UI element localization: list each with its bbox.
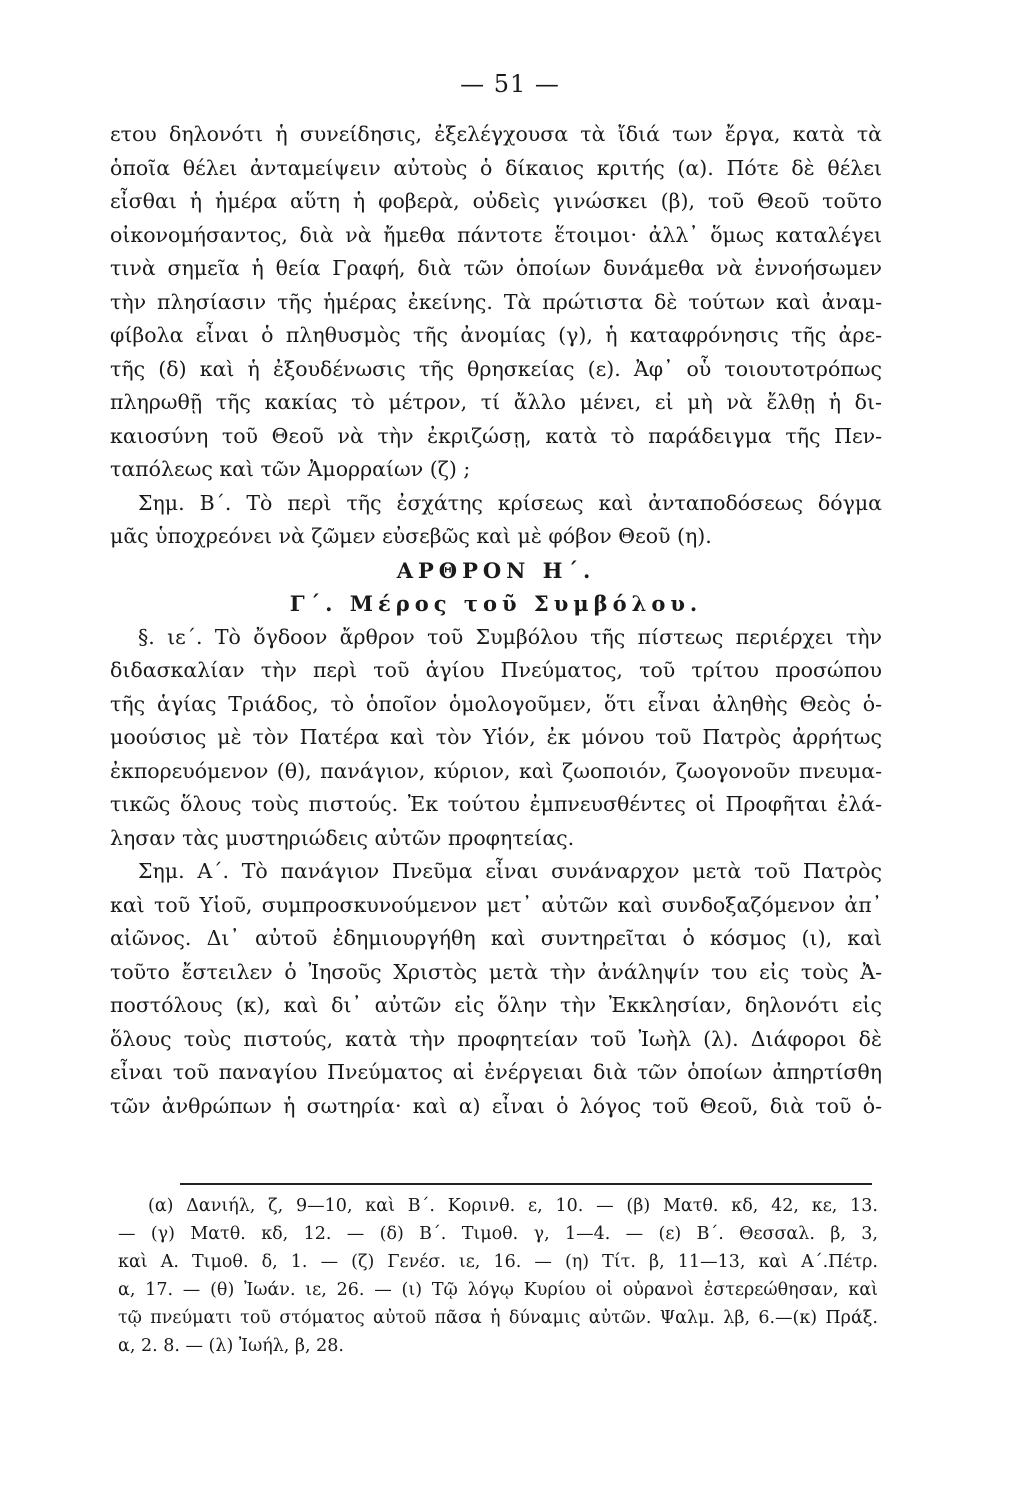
text-line: ταπόλεως καὶ τῶν Ἀμορραίων (ζ) ; [110, 457, 471, 481]
note-line: μᾶς ὑποχρεόνει νὰ ζῶμεν εὐσεβῶς καὶ μὲ φόβον Θεοῦ (η). [110, 524, 712, 548]
text-line: οἰκονομήσαντος, διὰ νὰ ἤμεθα πάντοτε ἕτοιμοι· ἀλλ᾽ ὅμως καταλέγει [110, 222, 882, 247]
text-line: τῆς ἁγίας Τριάδος, τὸ ὁποῖον ὁμολογοῦμεν, ὅτι εἶναι ἀληθὴς Θεὸς ὁ- [110, 691, 882, 716]
body-text [110, 118, 882, 1123]
footnote-line: α, 17. — (θ) Ἰωάν. ιε, 26. — (ι) Τῷ λόγῳ Κυρίου οἱ οὐρανοὶ ἐστερεώθησαν, καὶ [118, 1280, 878, 1300]
text-line: εἶναι τοῦ παναγίου Πνεύματος αἱ ἐνέργειαι διὰ τῶν ὁποίων ἀπηρτίσθη [110, 1060, 882, 1084]
footnote-divider [180, 1183, 872, 1185]
paragraph-line: §. ιε΄. Τὸ ὄγδοον ἄρθρον τοῦ Συμβόλου τῆς πίστεως περιέρχει τὴν [138, 624, 882, 649]
text-line: διδασκαλίαν τὴν περὶ τοῦ ἁγίου Πνεύματος, τοῦ τρίτου προσώπου [110, 658, 882, 682]
footnote-line: τῷ πνεύματι τοῦ στόματος αὐτοῦ πᾶσα ἡ δύναμις αὐτῶν. Ψαλμ. λβ, 6.—(κ) Πράξ. [118, 1308, 878, 1328]
footnote-line: (α) Δανιήλ, ζ, 9—10, καὶ Β΄. Κορινθ. ε, 10. — (β) Ματθ. κδ, 42, κε, 13. [148, 1196, 878, 1216]
text-line: πληρωθῇ τῆς κακίας τὸ μέτρον, τί ἄλλο μένει, εἰ μὴ νὰ ἔλθῃ ἡ δι- [110, 390, 882, 414]
text-line: λησαν τὰς μυστηριώδεις αὐτῶν προφητείας. [110, 825, 575, 850]
text-line: τικῶς ὅλους τοὺς πιστούς. Ἐκ τούτου ἐμπνευσθέντες οἱ Προφῆται ἐλά- [110, 792, 882, 816]
text-line: τῆς (δ) καὶ ἡ ἐξουδένωσις τῆς θρησκείας (ε). Ἀφ᾽ οὗ τοιουτοτρόπως [110, 356, 882, 381]
text-line: ἐκπορευόμενον (θ), πανάγιον, κύριον, καὶ ζωοποιόν, ζωογονοῦν πνευμα- [110, 758, 882, 783]
text-line: ὅλους τοὺς πιστούς, κατὰ τὴν προφητείαν τοῦ Ἰωὴλ (λ). Διάφοροι δὲ [110, 1026, 882, 1051]
text-line: τοῦτο ἔστειλεν ὁ Ἰησοῦς Χριστὸς μετὰ τὴν ἀνάληψίν του εἰς τοὺς Ἀ- [110, 959, 882, 984]
text-line: ὁποῖα θέλει ἀνταμείψειν αὐτοὺς ὁ δίκαιος κριτής (α). Πότε δὲ θέλει [110, 155, 882, 180]
text-line: καὶ τοῦ Υἱοῦ, συμπροσκυνούμενον μετ᾽ αὐτῶν καὶ συνδοξαζόμενον ἀπ᾽ [110, 892, 882, 917]
text-line: τῶν ἀνθρώπων ἡ σωτηρία· καὶ α) εἶναι ὁ λόγος τοῦ Θεοῦ, διὰ τοῦ ὁ- [110, 1093, 882, 1118]
text-line: μοούσιος μὲ τὸν Πατέρα καὶ τὸν Υἱόν, ἐκ μόνου τοῦ Πατρὸς ἀρρήτως [110, 725, 882, 749]
note-line: Σημ. Α΄. Τὸ πανάγιον Πνεῦμα εἶναι συνάναρχον μετὰ τοῦ Πατρὸς [138, 859, 882, 883]
note-line: Σημ. Β΄. Τὸ περὶ τῆς ἐσχάτης κρίσεως καὶ ἀνταποδόσεως δόγμα [138, 490, 882, 515]
article-heading: ΑΡΘΡΟΝ Η΄. [396, 557, 596, 583]
section-subheading: Γ΄. Μέρος τοῦ Συμβόλου. [289, 591, 703, 616]
text-line: τινὰ σημεῖα ἡ θεία Γραφή, διὰ τῶν ὁποίων δυνάμεθα νὰ ἐννοήσωμεν [110, 256, 882, 280]
page-number: — 51 — [460, 70, 560, 98]
text-line: ποστόλους (κ), καὶ δι᾽ αὐτῶν εἰς ὅλην τὴν Ἐκκλησίαν, δηλονότι εἰς [110, 993, 882, 1017]
text-line: φίβολα εἶναι ὁ πληθυσμὸς τῆς ἀνομίας (γ), ἡ καταφρόνησις τῆς ἀρε- [110, 323, 882, 347]
text-line: ετου δηλονότι ἡ συνείδησις, ἐξελέγχουσα τὰ ἴδιά των ἔργα, κατὰ τὰ [110, 122, 882, 146]
text-line: καιοσύνη τοῦ Θεοῦ νὰ τὴν ἐκριζώσῃ, κατὰ τὸ παράδειγμα τῆς Πεν- [110, 423, 882, 448]
footnotes [118, 1192, 878, 1360]
footnote-line: α, 2. 8. — (λ) Ἰωήλ, β, 28. [118, 1336, 344, 1356]
footnote-line: — (γ) Ματθ. κδ, 12. — (δ) Β΄. Τιμοθ. γ, 1—4. — (ε) Β΄. Θεσσαλ. β, 3, [118, 1224, 878, 1244]
footnote-line: καὶ Α. Τιμοθ. δ, 1. — (ζ) Γενέσ. ιε, 16. — (η) Τίτ. β, 11—13, καὶ Α΄.Πέτρ. [118, 1252, 878, 1272]
text-line: εἶσθαι ἡ ἡμέρα αὕτη ἡ φοβερὰ, οὐδεὶς γινώσκει (β), τοῦ Θεοῦ τοῦτο [110, 189, 882, 213]
text-line: αἰῶνος. Δι᾽ αὐτοῦ ἐδημιουργήθη καὶ συντηρεῖται ὁ κόσμος (ι), καὶ [110, 926, 882, 950]
text-line: τὴν πλησίασιν τῆς ἡμέρας ἐκείνης. Τὰ πρώτιστα δὲ τούτων καὶ ἀναμ- [110, 289, 882, 314]
